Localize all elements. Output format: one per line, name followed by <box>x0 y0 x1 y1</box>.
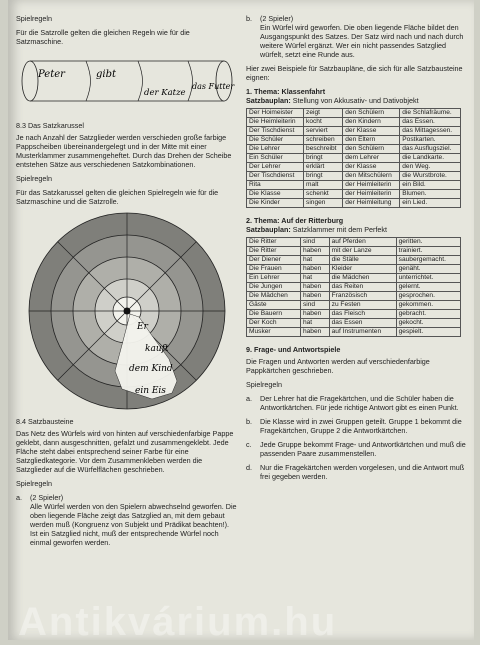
table-cell: Die Kinder <box>247 199 304 208</box>
table-cell: haben <box>300 247 329 256</box>
table-row <box>247 310 461 319</box>
table-cell: singen <box>304 199 343 208</box>
table-cell: Ein Lehrer <box>247 274 301 283</box>
table-cell: Musker <box>247 328 301 337</box>
wheel-word-2: kauft <box>145 344 169 354</box>
list-item <box>246 417 468 435</box>
table-cell: Die Mädchen <box>247 292 301 301</box>
table-cell: dem Lehrer <box>343 154 400 163</box>
table-cell: hat <box>300 274 329 283</box>
table-cell: Die Schüler <box>247 136 304 145</box>
table-cell: ein Lied. <box>400 199 461 208</box>
satzkarussel-wheel <box>27 211 227 411</box>
table-cell: Die Lehrer <box>247 145 304 154</box>
table-cell: die Schlafräume. <box>400 109 461 118</box>
table-cell: gebracht. <box>396 310 460 319</box>
table-cell: Blumen. <box>400 190 461 199</box>
table-cell: gekommen. <box>396 301 460 310</box>
table-cell: schenkt <box>304 190 343 199</box>
table-cell: Die Jungen <box>247 283 301 292</box>
table-row <box>247 274 461 283</box>
table-cell: der Heimleiterin <box>343 190 400 199</box>
table-cell: zu Festen <box>329 301 396 310</box>
list-item-label: c. <box>246 440 252 449</box>
table-cell: den Weg. <box>400 163 461 172</box>
table-cell: Ein Schüler <box>247 154 304 163</box>
rule-a-label: a. <box>16 493 22 502</box>
table-cell: die Landkarte. <box>400 154 461 163</box>
table-row <box>247 127 461 136</box>
table-cell: bringt <box>304 154 343 163</box>
table-row <box>247 256 461 265</box>
table-row <box>247 265 461 274</box>
plan-2 <box>246 225 468 234</box>
paragraph-frage-antwort: Die Fragen und Antworten werden auf verschiedenfarbige Pappkärtchen geschrieben. <box>246 357 430 375</box>
table-cell: die Ställe <box>329 256 396 265</box>
table-row <box>247 301 461 310</box>
table-row <box>247 163 461 172</box>
table-row <box>247 190 461 199</box>
table-cell: das Essen <box>329 319 396 328</box>
table-cell: serviert <box>304 127 343 136</box>
table-row <box>247 154 461 163</box>
table-row <box>247 238 461 247</box>
roll-word-2: gibt <box>96 69 117 80</box>
table-cell: erklärt <box>304 163 343 172</box>
table-cell: Die Frauen <box>247 265 301 274</box>
table-cell: geritten. <box>396 238 460 247</box>
satzrolle-illustration <box>16 51 238 115</box>
section-9-title: 9. Frage- und Antwortspiele <box>246 345 341 354</box>
rule-a-text: Alle Würfel werden von den Spielern abwechselnd geworfen. Die oben liegende Fläche zeigt das Satzglied an, mit dem gebaut werden muß (Kongruenz von Subjekt und Prädikat beachten!). Ist ein Satzglied nicht, muß der entsprechende Würfel noch einmal geworfen werden. <box>30 502 237 547</box>
list-item-text: Der Lehrer hat die Fragekärtchen, und die Schüler haben die Antwortkärtchen. Für jede richtige Antwort gibt es einen Punkt. <box>260 394 459 412</box>
roll-word-1: Peter <box>38 69 65 80</box>
table-row <box>247 118 461 127</box>
list-item <box>246 440 468 458</box>
table-cell: genäht. <box>396 265 460 274</box>
plan-1-label: Satzbauplan: <box>246 96 291 105</box>
table-cell: Postkarten. <box>400 136 461 145</box>
rule-b <box>246 14 468 59</box>
table-row <box>247 292 461 301</box>
table-cell: das Essen. <box>400 118 461 127</box>
table-cell: Die Bauern <box>247 310 301 319</box>
watermark: Antikvárium.hu <box>18 600 338 644</box>
heading-spielregeln-right: Spielregeln <box>246 380 282 389</box>
table-cell: die Wurstbrote. <box>400 172 461 181</box>
table-cell: haben <box>300 310 329 319</box>
paragraph-satzrolle: Für die Satzrolle gelten die gleichen Regeln wie für die Satzmaschine. <box>16 28 190 46</box>
heading-spielregeln-1: Spielregeln <box>16 14 52 23</box>
table-cell: das Mittagessen. <box>400 127 461 136</box>
table-cell: auf Pferden <box>329 238 396 247</box>
table-cell: haben <box>300 328 329 337</box>
list-item <box>246 463 468 481</box>
table-cell: hat <box>300 256 329 265</box>
plan-2-label: Satzbauplan: <box>246 225 291 234</box>
table-cell: den Schülern <box>343 109 400 118</box>
rule-a-title: (2 Spieler) <box>30 493 64 502</box>
table-cell: malt <box>304 181 343 190</box>
table-cell: unterrichtet. <box>396 274 460 283</box>
roll-word-3: der Katze <box>144 88 186 98</box>
rule-b-text: Ein Würfel wird geworfen. Die oben liegende Fläche bildet den Ausgangspunkt des Satzes. Der Satz wird nach und nach durch weitere Würfel ergänzt. Wer ein nicht passendes Satzglied würfelt, setzt eine Runde aus. <box>260 23 464 59</box>
table-cell: Rita <box>247 181 304 190</box>
table-cell: saubergemacht. <box>396 256 460 265</box>
table-row <box>247 328 461 337</box>
rule-b-title: (2 Spieler) <box>260 14 294 23</box>
table-cell: gespielt. <box>396 328 460 337</box>
table-cell: den Schülern <box>343 145 400 154</box>
list-item-label: a. <box>246 394 252 403</box>
table-cell: Der Tischdienst <box>247 127 304 136</box>
table-cell: der Heimleitung <box>343 199 400 208</box>
right-column <box>246 14 468 486</box>
table-cell: trainiert. <box>396 247 460 256</box>
table-cell: Der Tischdienst <box>247 172 304 181</box>
left-column <box>16 14 238 552</box>
table-cell: Französisch <box>329 292 396 301</box>
table-cell: das Fleisch <box>329 310 396 319</box>
table-cell: sind <box>300 238 329 247</box>
table-ritterburg <box>246 237 461 337</box>
list-item-label: d. <box>246 463 252 472</box>
rule-a <box>16 493 238 547</box>
wheel-word-4: ein Eis <box>135 386 166 396</box>
table-cell: den Kindern <box>343 118 400 127</box>
list-item-text: Nur die Fragekärtchen werden vorgelesen, und die Antwort muß frei gegeben werden. <box>260 463 465 481</box>
table-cell: Der Lehrer <box>247 163 304 172</box>
table-cell: haben <box>300 283 329 292</box>
table-cell: gelernt. <box>396 283 460 292</box>
rules-list <box>246 394 468 481</box>
table-cell: Der Hoimeister <box>247 109 304 118</box>
roll-word-4: das Futter <box>192 82 235 91</box>
theme-1-title: 1. Thema: Klassenfahrt <box>246 87 326 96</box>
table-cell: gesprochen. <box>396 292 460 301</box>
section-8-4-title: 8.4 Satzbausteine <box>16 417 74 426</box>
list-item <box>246 394 468 412</box>
theme-2-title: 2. Thema: Auf der Ritterburg <box>246 216 344 225</box>
table-cell: den Mitschülern <box>343 172 400 181</box>
table-row <box>247 319 461 328</box>
wheel-word-3: dem Kind <box>129 364 173 374</box>
table-cell: der Klasse <box>343 127 400 136</box>
table-cell: haben <box>300 292 329 301</box>
list-item-text: Jede Gruppe bekommt Frage- und Antwortkärtchen und muß die passenden Paare zusammenstellen. <box>260 440 466 458</box>
table-row <box>247 136 461 145</box>
section-8-3-title: 8.3 Das Satzkarussel <box>16 121 84 130</box>
table-cell: sind <box>300 301 329 310</box>
paragraph-karussel-rules: Für das Satzkarussel gelten die gleichen Spielregeln wie für die Satzmaschine und die Satzrolle. <box>16 188 219 206</box>
table-cell: den Eltern <box>343 136 400 145</box>
table-cell: mit der Lanze <box>329 247 396 256</box>
table-cell: Die Ritter <box>247 247 301 256</box>
table-cell: Kleider <box>329 265 396 274</box>
table-cell: zeigt <box>304 109 343 118</box>
table-klassenfahrt <box>246 108 461 208</box>
wheel-word-1: Er <box>137 322 148 332</box>
table-cell: bringt <box>304 172 343 181</box>
rule-b-label: b. <box>246 14 252 23</box>
list-item-text: Die Klasse wird in zwei Gruppen geteilt. Gruppe 1 bekommt die Fragekärtchen, Gruppe 2 die Antwortkärtchen. <box>260 417 462 435</box>
plan-1 <box>246 96 468 105</box>
table-row <box>247 283 461 292</box>
table-cell: Die Heimleiterin <box>247 118 304 127</box>
table-row <box>247 247 461 256</box>
table-cell: auf Instrumenten <box>329 328 396 337</box>
table-row <box>247 181 461 190</box>
table-cell: Gäste <box>247 301 301 310</box>
table-cell: Der Diener <box>247 256 301 265</box>
paragraph-satzkarussel: Je nach Anzahl der Satzglieder werden verschieden große farbige Pappscheiben übereinandergelegt und in der Mitte mit einer Musterklammer zusammengeheftet. Durch das Drehen der Scheibe entstehen Sätze aus verschiedenen Satzkombinationen. <box>16 133 232 169</box>
book-page <box>8 0 474 644</box>
table-cell: Die Klasse <box>247 190 304 199</box>
table-cell: ein Bild. <box>400 181 461 190</box>
list-item-label: b. <box>246 417 252 426</box>
table-cell: Der Koch <box>247 319 301 328</box>
paragraph-satzbausteine: Das Netz des Würfels wird von hinten auf verschiedenfarbige Pappe geklebt, dann ausgeschnitten, gefalzt und zusammengeklebt. Jede Fläche steht dabei entsprechend seiner Farbe für eine Satzgliedkategorie. Vor dem Zusammenkleben werden die Satzglieder auf die Würfelflächen geschrieben. <box>16 429 234 474</box>
table-cell: der Heimleiterin <box>343 181 400 190</box>
heading-spielregeln-3: Spielregeln <box>16 479 52 488</box>
plan-1-text: Stellung von Akkusativ- und Dativobjekt <box>292 96 419 105</box>
table-cell: gekocht. <box>396 319 460 328</box>
plan-2-text: Satzklammer mit dem Perfekt <box>292 225 387 234</box>
table-cell: kocht <box>304 118 343 127</box>
table-row <box>247 199 461 208</box>
table-cell: hat <box>300 319 329 328</box>
table-cell: beschreibt <box>304 145 343 154</box>
table-cell: schreiben <box>304 136 343 145</box>
table-row <box>247 145 461 154</box>
table-cell: Die Ritter <box>247 238 301 247</box>
table-row <box>247 109 461 118</box>
table-cell: das Ausflugsziel. <box>400 145 461 154</box>
table-cell: der Klasse <box>343 163 400 172</box>
heading-spielregeln-2: Spielregeln <box>16 174 52 183</box>
table-cell: die Mädchen <box>329 274 396 283</box>
table-cell: das Reiten <box>329 283 396 292</box>
satzbauplan-intro: Hier zwei Beispiele für Satzbaupläne, die sich für alle Satzbausteine eignen: <box>246 64 463 82</box>
table-cell: haben <box>300 265 329 274</box>
table-row <box>247 172 461 181</box>
